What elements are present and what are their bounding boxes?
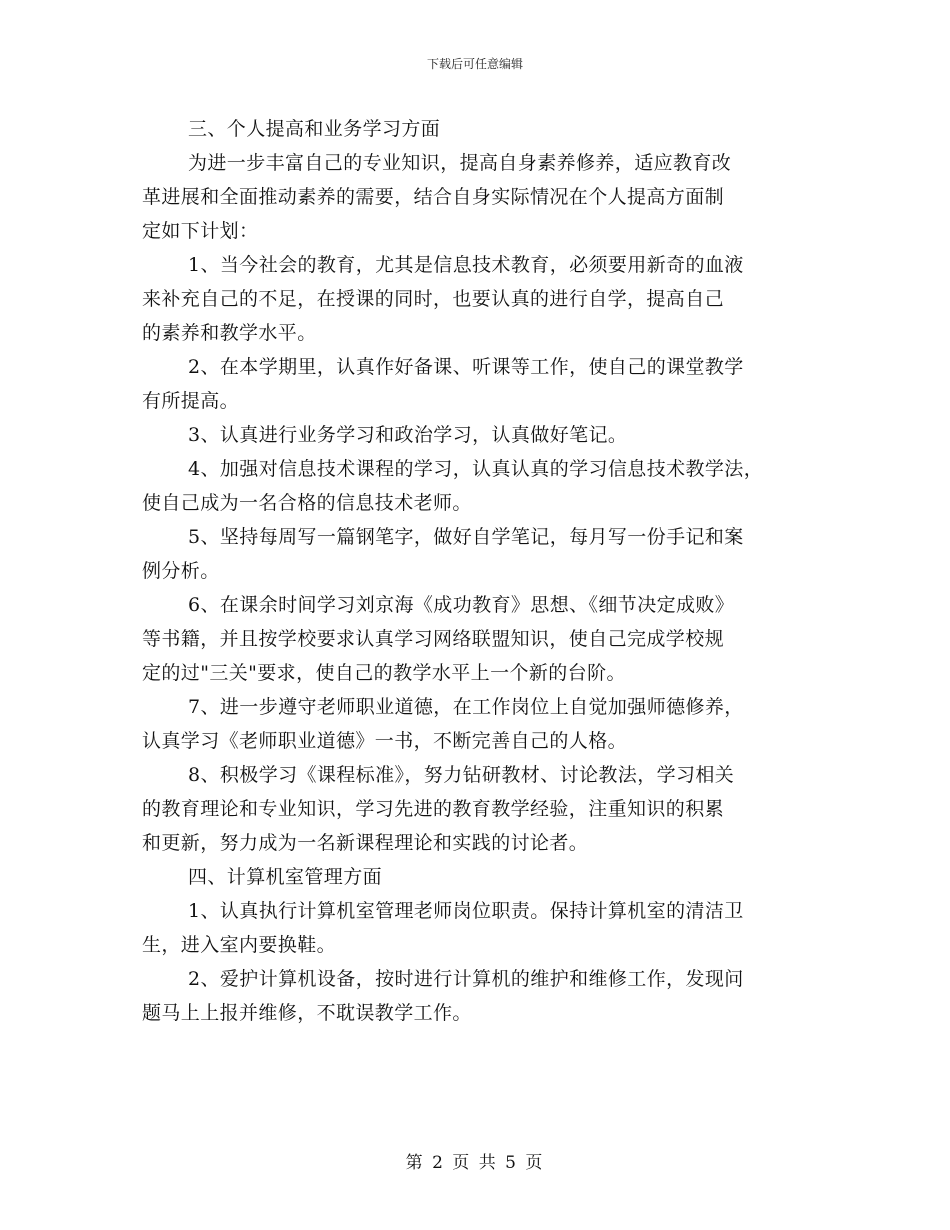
text-line: 例分析。 xyxy=(142,560,220,582)
text-line: 革进展和全面推动素养的需要，结合自身实际情况在个人提高方面制 xyxy=(142,186,725,208)
document-body xyxy=(142,112,822,1030)
text-line: 1、当今社会的教育，尤其是信息技术教育，必须要用新奇的血液 xyxy=(188,254,744,276)
text-line: 四、计算机室管理方面 xyxy=(188,866,383,888)
text-line: 有所提高。 xyxy=(142,390,240,412)
download-note: 下载后可任意编辑 xyxy=(426,57,523,71)
page-number: 第 2 页 共 5 页 xyxy=(405,1153,545,1173)
text-line: 6、在课余时间学习刘京海《成功教育》思想、《细节决定成败》 xyxy=(188,594,735,616)
text-line: 题马上上报并维修，不耽误教学工作。 xyxy=(142,1002,472,1024)
text-line: 来补充自己的不足，在授课的同时，也要认真的进行自学，提高自己 xyxy=(142,288,725,310)
text-line: 7、进一步遵守老师职业道德，在工作岗位上自觉加强师德修养， xyxy=(188,696,744,718)
text-line: 和更新，努力成为一名新课程理论和实践的讨论者。 xyxy=(142,832,589,854)
text-line: 8、积极学习《课程标准》，努力钻研教材、讨论教法，学习相关 xyxy=(188,764,735,786)
text-line: 4、加强对信息技术课程的学习，认真认真的学习信息技术教学法， xyxy=(188,458,764,480)
text-line: 定如下计划： xyxy=(142,220,259,242)
text-line: 的素养和教学水平。 xyxy=(142,322,317,344)
text-line: 三、个人提高和业务学习方面 xyxy=(188,118,441,140)
text-line: 的教育理论和专业知识，学习先进的教育教学经验，注重知识的积累 xyxy=(142,798,725,820)
text-line: 5、坚持每周写一篇钢笔字，做好自学笔记，每月写一份手记和案 xyxy=(188,526,744,548)
text-line: 生，进入室内要换鞋。 xyxy=(142,934,337,956)
text-line: 定的过"三关"要求，使自己的教学水平上一个新的台阶。 xyxy=(142,662,626,684)
text-line: 等书籍，并且按学校要求认真学习网络联盟知识，使自己完成学校规 xyxy=(142,628,725,650)
text-line: 使自己成为一名合格的信息技术老师。 xyxy=(142,492,472,514)
text-line: 为进一步丰富自己的专业知识，提高自身素养修养，适应教育改 xyxy=(188,152,732,174)
text-line: 认真学习《老师职业道德》一书，不断完善自己的人格。 xyxy=(142,730,628,752)
text-line: 2、在本学期里，认真作好备课、听课等工作，使自己的课堂教学 xyxy=(188,356,744,378)
text-line: 2、爱护计算机设备，按时进行计算机的维护和维修工作，发现问 xyxy=(188,968,744,990)
text-line: 1、认真执行计算机室管理老师岗位职责。保持计算机室的清洁卫 xyxy=(188,900,744,922)
text-line: 3、认真进行业务学习和政治学习，认真做好笔记。 xyxy=(188,424,628,446)
